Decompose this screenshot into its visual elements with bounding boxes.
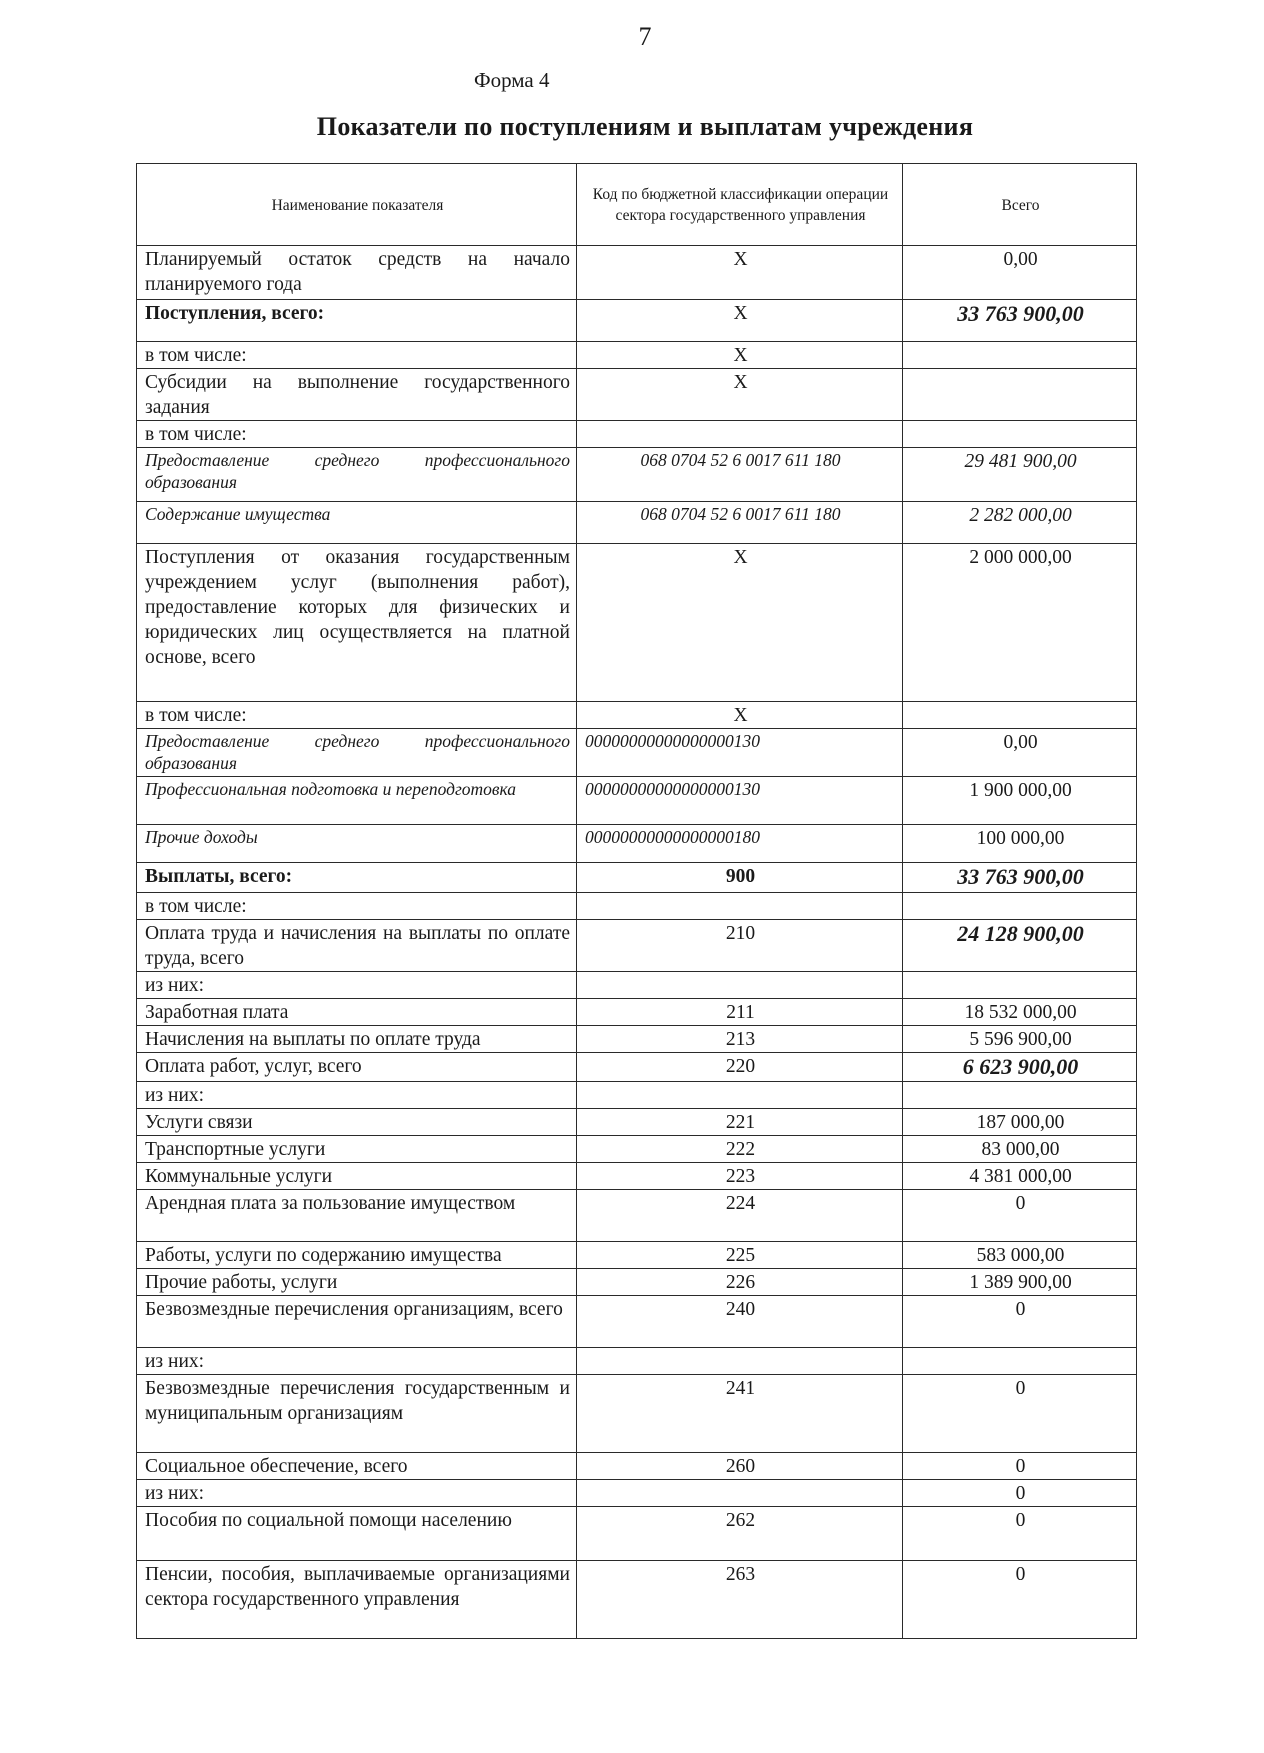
page-number: 7	[638, 22, 652, 51]
row-total: 0	[903, 1480, 1137, 1507]
table-row	[137, 246, 1137, 300]
row-total: 4 381 000,00	[903, 1163, 1137, 1190]
table-row	[137, 342, 1137, 369]
row-total	[903, 1082, 1137, 1109]
row-code: 221	[577, 1109, 903, 1136]
row-code: 210	[577, 920, 903, 972]
row-total	[903, 421, 1137, 448]
row-code: 226	[577, 1269, 903, 1296]
row-total: 0	[903, 1375, 1137, 1453]
row-total	[903, 369, 1137, 421]
row-code	[577, 893, 903, 920]
row-total	[903, 702, 1137, 729]
row-name: из них:	[137, 1348, 577, 1375]
row-name: Заработная плата	[137, 999, 577, 1026]
row-name: Безвозмездные перечисления организациям, всего	[137, 1296, 577, 1348]
row-name: Безвозмездные перечисления государственным и муниципальным организациям	[137, 1375, 577, 1453]
table-row	[137, 1026, 1137, 1053]
table-row	[137, 1082, 1137, 1109]
table-row	[137, 1269, 1137, 1296]
row-total: 0	[903, 1561, 1137, 1639]
row-code: 225	[577, 1242, 903, 1269]
row-total: 83 000,00	[903, 1136, 1137, 1163]
table-row	[137, 502, 1137, 544]
row-total: 0,00	[903, 246, 1137, 300]
table-row	[137, 1053, 1137, 1082]
row-total: 1 900 000,00	[903, 777, 1137, 825]
table-row	[137, 702, 1137, 729]
table-row	[137, 972, 1137, 999]
row-name: Работы, услуги по содержанию имущества	[137, 1242, 577, 1269]
row-name: Прочие работы, услуги	[137, 1269, 577, 1296]
row-name: Коммунальные услуги	[137, 1163, 577, 1190]
row-name: Пенсии, пособия, выплачиваемые организациями сектора государственного управления	[137, 1561, 577, 1639]
row-code: 224	[577, 1190, 903, 1242]
row-code: 00000000000000000130	[577, 729, 903, 777]
table-row	[137, 1296, 1137, 1348]
row-total: 5 596 900,00	[903, 1026, 1137, 1053]
row-total: 2 000 000,00	[903, 544, 1137, 702]
table-header-row	[137, 164, 1137, 246]
table-row	[137, 1453, 1137, 1480]
row-code: 222	[577, 1136, 903, 1163]
row-total: 33 763 900,00	[903, 863, 1137, 893]
table-row	[137, 893, 1137, 920]
row-total: 33 763 900,00	[903, 300, 1137, 342]
row-code	[577, 421, 903, 448]
row-name: из них:	[137, 972, 577, 999]
row-name: Поступления, всего:	[137, 300, 577, 342]
table-row	[137, 1348, 1137, 1375]
row-name: Содержание имущества	[137, 502, 577, 544]
table-row	[137, 825, 1137, 863]
row-code: 900	[577, 863, 903, 893]
row-total: 100 000,00	[903, 825, 1137, 863]
row-total	[903, 893, 1137, 920]
row-name: Предоставление среднего профессионального образования	[137, 729, 577, 777]
table-row	[137, 369, 1137, 421]
row-total: 583 000,00	[903, 1242, 1137, 1269]
row-total: 29 481 900,00	[903, 448, 1137, 502]
row-name: Субсидии на выполнение государственного задания	[137, 369, 577, 421]
row-name: в том числе:	[137, 893, 577, 920]
row-code: 211	[577, 999, 903, 1026]
row-name: в том числе:	[137, 421, 577, 448]
document-title: Показатели по поступлениям и выплатам учреждения	[316, 112, 974, 141]
row-code: X	[577, 544, 903, 702]
table-row	[137, 999, 1137, 1026]
row-code: X	[577, 369, 903, 421]
column-header-total: Всего	[903, 164, 1137, 246]
table-row	[137, 1163, 1137, 1190]
row-total: 0	[903, 1190, 1137, 1242]
row-code: 240	[577, 1296, 903, 1348]
table-row	[137, 777, 1137, 825]
row-total	[903, 342, 1137, 369]
row-name: Услуги связи	[137, 1109, 577, 1136]
row-name: Транспортные услуги	[137, 1136, 577, 1163]
row-code: 00000000000000000180	[577, 825, 903, 863]
row-code: 241	[577, 1375, 903, 1453]
row-name: Пособия по социальной помощи населению	[137, 1507, 577, 1561]
row-code	[577, 972, 903, 999]
row-name: Прочие доходы	[137, 825, 577, 863]
row-total: 0	[903, 1507, 1137, 1561]
row-name: Выплаты, всего:	[137, 863, 577, 893]
row-total: 6 623 900,00	[903, 1053, 1137, 1082]
row-name: Предоставление среднего профессионального образования	[137, 448, 577, 502]
row-name: в том числе:	[137, 702, 577, 729]
table-row	[137, 1375, 1137, 1453]
column-header-code: Код по бюджетной классификации операции сектора государственного управления	[577, 164, 903, 246]
row-code: 213	[577, 1026, 903, 1053]
row-name: в том числе:	[137, 342, 577, 369]
row-total: 0	[903, 1453, 1137, 1480]
row-code: 262	[577, 1507, 903, 1561]
row-code: 00000000000000000130	[577, 777, 903, 825]
table-row	[137, 1136, 1137, 1163]
row-code: 068 0704 52 6 0017 611 180	[577, 502, 903, 544]
table-row	[137, 1561, 1137, 1639]
column-header-name: Наименование показателя	[137, 164, 577, 246]
row-total: 0,00	[903, 729, 1137, 777]
row-code: X	[577, 300, 903, 342]
row-name: Социальное обеспечение, всего	[137, 1453, 577, 1480]
row-total: 1 389 900,00	[903, 1269, 1137, 1296]
row-total	[903, 1348, 1137, 1375]
row-name: Планируемый остаток средств на начало планируемого года	[137, 246, 577, 300]
row-name: Оплата работ, услуг, всего	[137, 1053, 577, 1082]
table-row	[137, 448, 1137, 502]
row-total: 0	[903, 1296, 1137, 1348]
table-row	[137, 1190, 1137, 1242]
row-code: 263	[577, 1561, 903, 1639]
form-label: Форма 4	[474, 68, 550, 92]
table-row	[137, 1507, 1137, 1561]
row-code: 223	[577, 1163, 903, 1190]
row-name: Арендная плата за пользование имуществом	[137, 1190, 577, 1242]
table-row	[137, 920, 1137, 972]
row-code: 068 0704 52 6 0017 611 180	[577, 448, 903, 502]
table-row	[137, 863, 1137, 893]
row-total: 2 282 000,00	[903, 502, 1137, 544]
row-code	[577, 1348, 903, 1375]
row-name: Профессиональная подготовка и переподготовка	[137, 777, 577, 825]
row-code: 220	[577, 1053, 903, 1082]
table-row	[137, 544, 1137, 702]
table-row	[137, 1109, 1137, 1136]
row-name: Поступления от оказания государственным учреждением услуг (выполнения работ), предоставление которых для физических и юридических лиц осуществляется на платной основе, всего	[137, 544, 577, 702]
row-total: 187 000,00	[903, 1109, 1137, 1136]
table-row	[137, 1480, 1137, 1507]
table-row	[137, 421, 1137, 448]
row-code: 260	[577, 1453, 903, 1480]
row-code	[577, 1480, 903, 1507]
row-code: X	[577, 342, 903, 369]
row-name: Оплата труда и начисления на выплаты по оплате труда, всего	[137, 920, 577, 972]
row-total: 24 128 900,00	[903, 920, 1137, 972]
indicators-table	[136, 163, 1137, 1639]
table-row	[137, 1242, 1137, 1269]
row-name: из них:	[137, 1082, 577, 1109]
row-name: Начисления на выплаты по оплате труда	[137, 1026, 577, 1053]
row-name: из них:	[137, 1480, 577, 1507]
row-code	[577, 1082, 903, 1109]
table-row	[137, 300, 1137, 342]
table-row	[137, 729, 1137, 777]
row-code: X	[577, 702, 903, 729]
row-total	[903, 972, 1137, 999]
row-code: X	[577, 246, 903, 300]
row-total: 18 532 000,00	[903, 999, 1137, 1026]
